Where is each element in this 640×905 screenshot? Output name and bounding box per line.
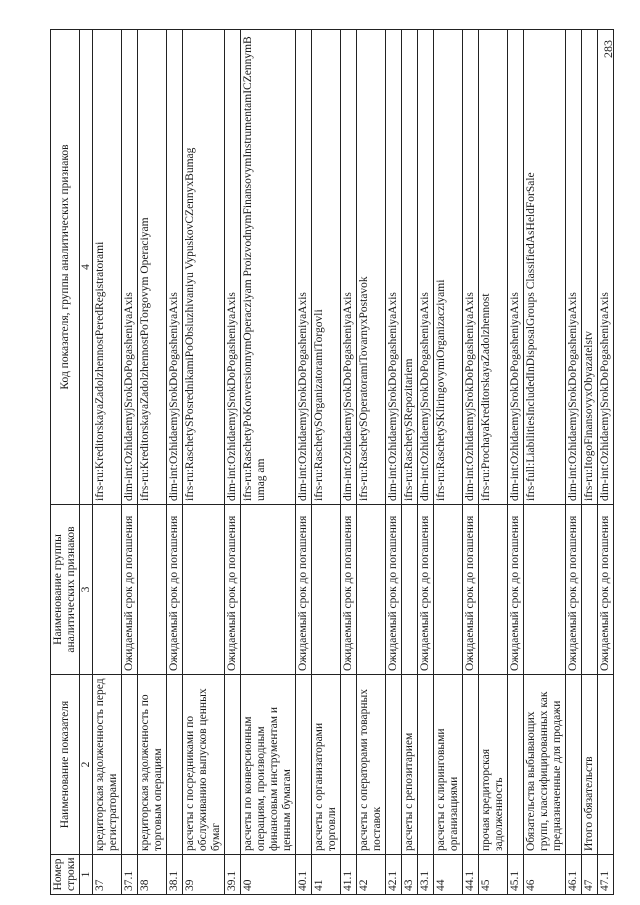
code-cell: ifrs-ru:RaschetySOrganizatoramiTorgovli — [312, 30, 341, 505]
table-row — [508, 30, 524, 895]
code-cell: dim-int:OzhidaemyjSrokDoPogasheniyaAxis — [386, 30, 402, 505]
code-cell: dim-int:OzhidaemyjSrokDoPogasheniyaAxis — [296, 30, 312, 505]
row-number-cell: 41 — [312, 855, 341, 895]
table-row — [122, 30, 138, 895]
table-row — [225, 30, 241, 895]
indicator-name-cell: Итого обязательств — [582, 675, 598, 855]
column-number-row — [80, 30, 93, 895]
code-cell: ifrs-ru:RaschetySPosrednikamiPoObsluzhivaniyu VypuskovCZennyxBumag — [183, 30, 225, 505]
group-name-cell: Ожидаемый срок до погашения — [418, 505, 434, 675]
group-name-cell: Ожидаемый срок до погашения — [508, 505, 524, 675]
group-name-cell: Ожидаемый срок до погашения — [122, 505, 138, 675]
group-name-cell: Ожидаемый срок до погашения — [386, 505, 402, 675]
table-row — [524, 30, 566, 895]
header-code: Код показателя, группы аналитических признаков — [51, 30, 80, 505]
column-number: 4 — [80, 30, 93, 505]
group-name-cell — [402, 505, 418, 675]
code-cell: ifrs-ru:RaschetySOperatoramiTovarnyxPostavok — [357, 30, 386, 505]
table-row — [463, 30, 479, 895]
row-number-cell: 44 — [434, 855, 463, 895]
group-name-cell — [183, 505, 225, 675]
table-row — [598, 30, 614, 895]
code-cell: ifrs-ru:RaschetySKliringovymiOrganizacziyami — [434, 30, 463, 505]
row-number-cell: 45 — [479, 855, 508, 895]
table-row — [296, 30, 312, 895]
row-number-cell: 39.1 — [225, 855, 241, 895]
code-cell: dim-int:OzhidaemyjSrokDoPogasheniyaAxis — [508, 30, 524, 505]
code-cell: ifrs-ru:KreditorskayaZadolzhennostPoTorgovym Operaciyam — [138, 30, 167, 505]
column-number: 2 — [80, 675, 93, 855]
indicator-name-cell: расчеты с посредниками по обслуживанию выпусков ценных бумаг — [183, 675, 225, 855]
row-number-cell: 38.1 — [167, 855, 183, 895]
table-row — [434, 30, 463, 895]
group-name-cell: Ожидаемый срок до погашения — [341, 505, 357, 675]
group-name-cell: Ожидаемый срок до погашения — [167, 505, 183, 675]
indicator-name-cell — [225, 675, 241, 855]
row-number-cell: 38 — [138, 855, 167, 895]
indicator-name-cell: расчеты с операторами товарных поставок — [357, 675, 386, 855]
table-body — [93, 30, 614, 895]
indicator-name-cell — [508, 675, 524, 855]
code-cell: dim-int:OzhidaemyjSrokDoPogasheniyaAxis — [225, 30, 241, 505]
indicator-name-cell — [418, 675, 434, 855]
table-row — [93, 30, 122, 895]
page-number: 283 — [601, 40, 615, 58]
indicator-name-cell: кредиторская задолженность по торговым операциям — [138, 675, 167, 855]
table-row — [312, 30, 341, 895]
code-cell: ifrs-ru:RaschetyPoKonversionnymOperacziyam ProizvodnymFinansovymInstrumentamICZennymBumag am — [241, 30, 296, 505]
code-cell: dim-int:OzhidaemyjSrokDoPogasheniyaAxis — [598, 30, 614, 505]
column-number: 3 — [80, 505, 93, 675]
code-cell: dim-int:OzhidaemyjSrokDoPogasheniyaAxis — [167, 30, 183, 505]
group-name-cell — [479, 505, 508, 675]
indicator-name-cell: расчеты с организаторами торговли — [312, 675, 341, 855]
indicator-name-cell: расчеты по конверсионным операциям, производным финансовым инструментам и ценным бумагам — [241, 675, 296, 855]
code-cell: dim-int:OzhidaemyjSrokDoPogasheniyaAxis — [418, 30, 434, 505]
indicator-name-cell — [341, 675, 357, 855]
group-name-cell: Ожидаемый срок до погашения — [566, 505, 582, 675]
indicator-name-cell: расчеты с клиринговыми организациями — [434, 675, 463, 855]
indicator-name-cell: Обязательства выбывающих групп, классифицированных как предназначенные для продажи — [524, 675, 566, 855]
group-name-cell — [241, 505, 296, 675]
indicator-name-cell — [386, 675, 402, 855]
row-number-cell: 40 — [241, 855, 296, 895]
row-number-cell: 42 — [357, 855, 386, 895]
code-cell: ifrs-ru:ProchayaKreditorskayaZadolzhennost — [479, 30, 508, 505]
code-cell: dim-int:OzhidaemyjSrokDoPogasheniyaAxis — [463, 30, 479, 505]
table-header-row — [51, 30, 80, 895]
table-row — [183, 30, 225, 895]
group-name-cell: Ожидаемый срок до погашения — [225, 505, 241, 675]
row-number-cell: 40.1 — [296, 855, 312, 895]
indicator-name-cell — [566, 675, 582, 855]
group-name-cell — [434, 505, 463, 675]
group-name-cell: Ожидаемый срок до погашения — [598, 505, 614, 675]
table-row — [386, 30, 402, 895]
row-number-cell: 37.1 — [122, 855, 138, 895]
table-row — [167, 30, 183, 895]
code-cell: ifrs-full:LiabilitiesIncludedInDisposalGroups ClassifiedAsHeldForSale — [524, 30, 566, 505]
code-cell: ifrs-ru:ItogoFinansovyxObyazatelstv — [582, 30, 598, 505]
group-name-cell — [357, 505, 386, 675]
indicator-name-cell: расчеты с репозитарием — [402, 675, 418, 855]
group-name-cell — [312, 505, 341, 675]
row-number-cell: 47 — [582, 855, 598, 895]
code-cell: dim-int:OzhidaemyjSrokDoPogasheniyaAxis — [122, 30, 138, 505]
table-row — [582, 30, 598, 895]
code-cell: dim-int:OzhidaemyjSrokDoPogasheniyaAxis — [341, 30, 357, 505]
row-number-cell: 43 — [402, 855, 418, 895]
table-row — [479, 30, 508, 895]
column-number: 1 — [80, 855, 93, 895]
row-number-cell: 47.1 — [598, 855, 614, 895]
indicator-name-cell: кредиторская задолженность перед регистраторами — [93, 675, 122, 855]
row-number-cell: 42.1 — [386, 855, 402, 895]
indicator-name-cell — [122, 675, 138, 855]
code-cell: ifrs-ru:KreditorskayaZadolzhennostPeredRegistratorami — [93, 30, 122, 505]
group-name-cell — [138, 505, 167, 675]
row-number-cell: 44.1 — [463, 855, 479, 895]
row-number-cell: 37 — [93, 855, 122, 895]
code-cell: ifrs-ru:RaschetySRepozitariem — [402, 30, 418, 505]
indicator-name-cell — [463, 675, 479, 855]
indicator-name-cell — [296, 675, 312, 855]
row-number-cell: 43.1 — [418, 855, 434, 895]
indicator-name-cell: прочая кредиторская задолженность — [479, 675, 508, 855]
group-name-cell — [582, 505, 598, 675]
table-row — [341, 30, 357, 895]
header-indicator-name: Наименование показателя — [51, 675, 80, 855]
row-number-cell: 39 — [183, 855, 225, 895]
header-row-number: Номер строки — [51, 855, 80, 895]
indicators-table — [50, 29, 614, 895]
group-name-cell — [93, 505, 122, 675]
group-name-cell: Ожидаемый срок до погашения — [463, 505, 479, 675]
table-row — [241, 30, 296, 895]
indicator-name-cell — [167, 675, 183, 855]
row-number-cell: 45.1 — [508, 855, 524, 895]
header-group-name: Наименование группы аналитических признаков — [51, 505, 80, 675]
table-row — [138, 30, 167, 895]
row-number-cell: 46.1 — [566, 855, 582, 895]
row-number-cell: 46 — [524, 855, 566, 895]
group-name-cell: Ожидаемый срок до погашения — [296, 505, 312, 675]
group-name-cell — [524, 505, 566, 675]
table-row — [402, 30, 418, 895]
row-number-cell: 41.1 — [341, 855, 357, 895]
table-row — [566, 30, 582, 895]
code-cell: dim-int:OzhidaemyjSrokDoPogasheniyaAxis — [566, 30, 582, 505]
table-row — [418, 30, 434, 895]
table-row — [357, 30, 386, 895]
indicator-name-cell — [598, 675, 614, 855]
